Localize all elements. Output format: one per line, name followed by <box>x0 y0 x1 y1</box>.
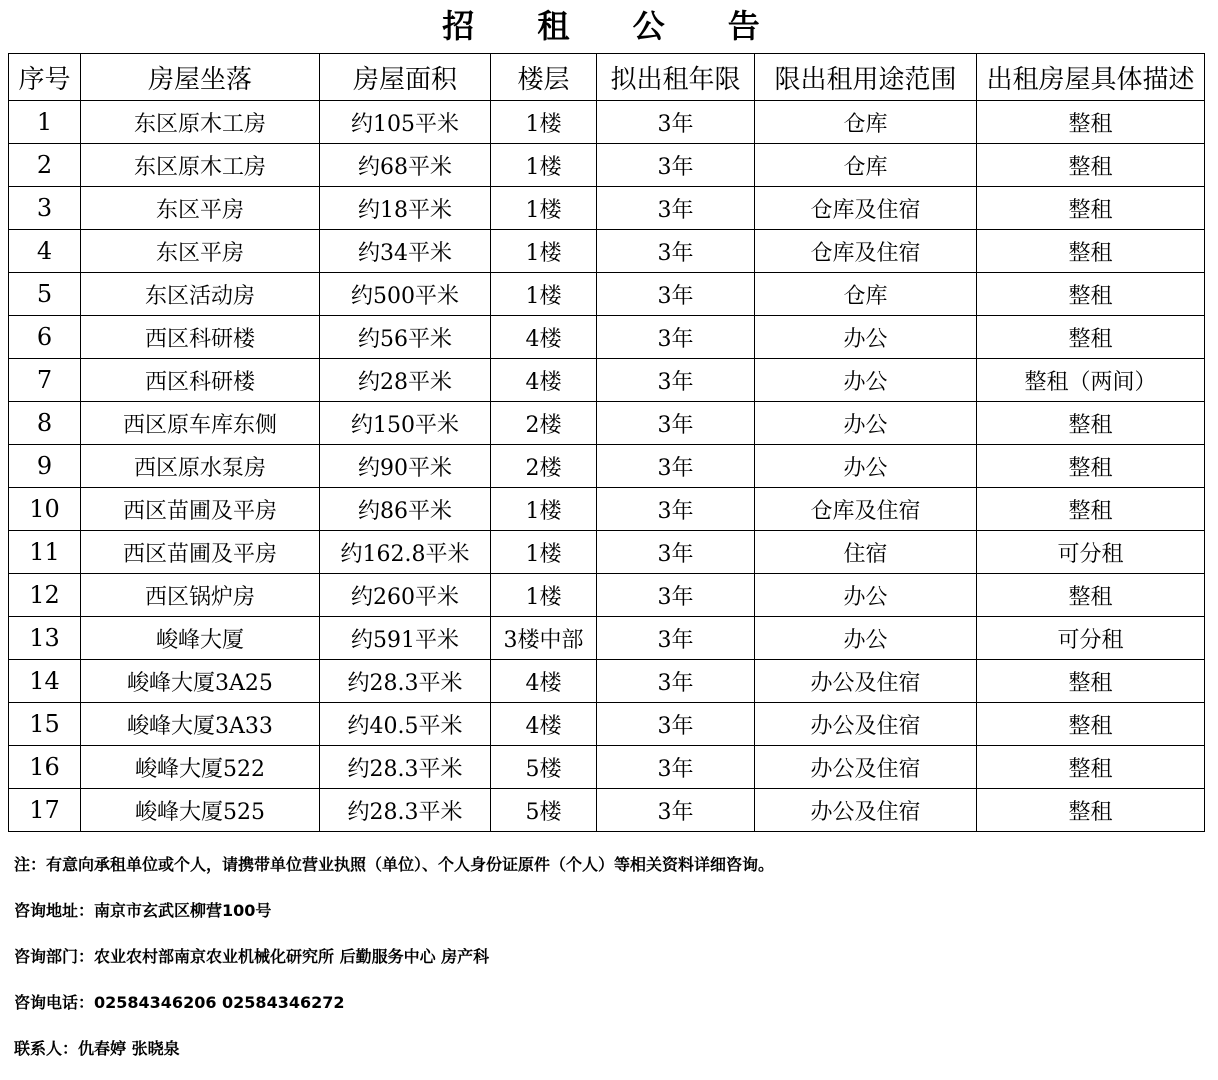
cell-index: 16 <box>9 746 81 789</box>
cell-area: 约162.8平米 <box>320 531 491 574</box>
cell-term: 3年 <box>597 187 755 230</box>
cell-usage: 办公及住宿 <box>755 703 977 746</box>
cell-location: 峻峰大厦525 <box>81 789 320 832</box>
cell-term: 3年 <box>597 488 755 531</box>
table-row <box>9 531 1205 574</box>
cell-index: 17 <box>9 789 81 832</box>
cell-description: 整租 <box>977 746 1205 789</box>
cell-term: 3年 <box>597 660 755 703</box>
cell-term: 3年 <box>597 703 755 746</box>
table-row <box>9 316 1205 359</box>
cell-area: 约591平米 <box>320 617 491 660</box>
cell-usage: 办公 <box>755 402 977 445</box>
contact-person: 联系人：仇春婷 张晓泉 <box>14 1039 180 1058</box>
table-row <box>9 402 1205 445</box>
cell-floor: 5楼 <box>491 746 597 789</box>
cell-usage: 办公 <box>755 359 977 402</box>
cell-index: 3 <box>9 187 81 230</box>
cell-description: 整租 <box>977 273 1205 316</box>
cell-floor: 4楼 <box>491 703 597 746</box>
cell-location: 西区科研楼 <box>81 316 320 359</box>
cell-index: 14 <box>9 660 81 703</box>
cell-term: 3年 <box>597 574 755 617</box>
cell-area: 约260平米 <box>320 574 491 617</box>
cell-usage: 仓库及住宿 <box>755 488 977 531</box>
cell-usage: 办公及住宿 <box>755 660 977 703</box>
rental-table <box>8 53 1205 832</box>
cell-term: 3年 <box>597 746 755 789</box>
cell-description: 整租 <box>977 316 1205 359</box>
cell-floor: 1楼 <box>491 144 597 187</box>
cell-usage: 办公 <box>755 445 977 488</box>
cell-usage: 仓库 <box>755 101 977 144</box>
cell-location: 峻峰大厦3A33 <box>81 703 320 746</box>
cell-location: 东区平房 <box>81 187 320 230</box>
cell-index: 9 <box>9 445 81 488</box>
header-area: 房屋面积 <box>320 54 491 101</box>
cell-usage: 办公及住宿 <box>755 789 977 832</box>
cell-index: 15 <box>9 703 81 746</box>
consult-department: 咨询部门：农业农村部南京农业机械化研究所 后勤服务中心 房产科 <box>14 947 490 966</box>
cell-term: 3年 <box>597 101 755 144</box>
table-row <box>9 144 1205 187</box>
table-row <box>9 789 1205 832</box>
cell-floor: 1楼 <box>491 187 597 230</box>
cell-description: 整租 <box>977 402 1205 445</box>
table-row <box>9 101 1205 144</box>
cell-area: 约28.3平米 <box>320 746 491 789</box>
cell-floor: 1楼 <box>491 574 597 617</box>
cell-location: 峻峰大厦 <box>81 617 320 660</box>
page-title: 招 租 公 告 <box>442 7 786 45</box>
notes-section <box>14 850 1204 1080</box>
header-location: 房屋坐落 <box>81 54 320 101</box>
table-row <box>9 488 1205 531</box>
cell-location: 峻峰大厦3A25 <box>81 660 320 703</box>
cell-usage: 仓库 <box>755 144 977 187</box>
table-row <box>9 359 1205 402</box>
table-body <box>9 101 1205 832</box>
cell-usage: 住宿 <box>755 531 977 574</box>
cell-index: 13 <box>9 617 81 660</box>
cell-floor: 2楼 <box>491 402 597 445</box>
table-row <box>9 445 1205 488</box>
cell-location: 西区锅炉房 <box>81 574 320 617</box>
table-row <box>9 703 1205 746</box>
cell-index: 7 <box>9 359 81 402</box>
cell-index: 10 <box>9 488 81 531</box>
cell-description: 可分租 <box>977 531 1205 574</box>
cell-location: 西区苗圃及平房 <box>81 531 320 574</box>
table-row <box>9 746 1205 789</box>
cell-area: 约68平米 <box>320 144 491 187</box>
cell-area: 约18平米 <box>320 187 491 230</box>
cell-floor: 4楼 <box>491 660 597 703</box>
cell-index: 1 <box>9 101 81 144</box>
cell-index: 12 <box>9 574 81 617</box>
cell-floor: 1楼 <box>491 101 597 144</box>
table-row <box>9 574 1205 617</box>
cell-description: 整租 <box>977 660 1205 703</box>
cell-term: 3年 <box>597 617 755 660</box>
header-index: 序号 <box>9 54 81 101</box>
cell-area: 约500平米 <box>320 273 491 316</box>
cell-description: 整租 <box>977 703 1205 746</box>
cell-description: 整租 <box>977 789 1205 832</box>
cell-location: 东区活动房 <box>81 273 320 316</box>
table-row <box>9 617 1205 660</box>
cell-usage: 办公 <box>755 574 977 617</box>
cell-index: 6 <box>9 316 81 359</box>
cell-index: 2 <box>9 144 81 187</box>
cell-location: 西区苗圃及平房 <box>81 488 320 531</box>
cell-usage: 办公及住宿 <box>755 746 977 789</box>
cell-area: 约34平米 <box>320 230 491 273</box>
consult-phone: 咨询电话：02584346206 02584346272 <box>14 993 345 1012</box>
cell-floor: 4楼 <box>491 316 597 359</box>
cell-term: 3年 <box>597 789 755 832</box>
cell-index: 11 <box>9 531 81 574</box>
cell-description: 整租 <box>977 144 1205 187</box>
table-header-row <box>9 54 1205 101</box>
header-floor: 楼层 <box>491 54 597 101</box>
cell-description: 整租 <box>977 101 1205 144</box>
cell-index: 4 <box>9 230 81 273</box>
table-row <box>9 230 1205 273</box>
cell-description: 可分租 <box>977 617 1205 660</box>
cell-location: 峻峰大厦522 <box>81 746 320 789</box>
cell-term: 3年 <box>597 359 755 402</box>
table-row <box>9 660 1205 703</box>
cell-location: 西区原车库东侧 <box>81 402 320 445</box>
cell-usage: 仓库及住宿 <box>755 187 977 230</box>
cell-term: 3年 <box>597 144 755 187</box>
cell-index: 8 <box>9 402 81 445</box>
cell-location: 东区平房 <box>81 230 320 273</box>
cell-description: 整租 <box>977 187 1205 230</box>
cell-floor: 2楼 <box>491 445 597 488</box>
cell-index: 5 <box>9 273 81 316</box>
cell-location: 西区科研楼 <box>81 359 320 402</box>
cell-usage: 办公 <box>755 316 977 359</box>
cell-area: 约40.5平米 <box>320 703 491 746</box>
cell-floor: 1楼 <box>491 488 597 531</box>
cell-floor: 1楼 <box>491 531 597 574</box>
cell-term: 3年 <box>597 230 755 273</box>
cell-area: 约28.3平米 <box>320 789 491 832</box>
cell-area: 约86平米 <box>320 488 491 531</box>
cell-term: 3年 <box>597 402 755 445</box>
cell-location: 东区原木工房 <box>81 144 320 187</box>
cell-usage: 仓库 <box>755 273 977 316</box>
header-description: 出租房屋具体描述 <box>977 54 1205 101</box>
cell-description: 整租（两间） <box>977 359 1205 402</box>
cell-area: 约90平米 <box>320 445 491 488</box>
cell-location: 西区原水泵房 <box>81 445 320 488</box>
cell-location: 东区原木工房 <box>81 101 320 144</box>
cell-floor: 4楼 <box>491 359 597 402</box>
cell-usage: 办公 <box>755 617 977 660</box>
cell-usage: 仓库及住宿 <box>755 230 977 273</box>
cell-term: 3年 <box>597 273 755 316</box>
cell-area: 约28.3平米 <box>320 660 491 703</box>
cell-description: 整租 <box>977 574 1205 617</box>
table-row <box>9 187 1205 230</box>
cell-floor: 3楼中部 <box>491 617 597 660</box>
cell-description: 整租 <box>977 445 1205 488</box>
cell-term: 3年 <box>597 531 755 574</box>
cell-term: 3年 <box>597 316 755 359</box>
header-usage: 限出租用途范围 <box>755 54 977 101</box>
cell-area: 约105平米 <box>320 101 491 144</box>
cell-floor: 5楼 <box>491 789 597 832</box>
cell-description: 整租 <box>977 488 1205 531</box>
consult-address: 咨询地址：南京市玄武区柳营100号 <box>14 901 272 920</box>
cell-floor: 1楼 <box>491 230 597 273</box>
table-row <box>9 273 1205 316</box>
cell-area: 约56平米 <box>320 316 491 359</box>
cell-floor: 1楼 <box>491 273 597 316</box>
cell-area: 约150平米 <box>320 402 491 445</box>
cell-description: 整租 <box>977 230 1205 273</box>
cell-area: 约28平米 <box>320 359 491 402</box>
header-term: 拟出租年限 <box>597 54 755 101</box>
note-text: 注：有意向承租单位或个人，请携带单位营业执照（单位）、个人身份证原件（个人）等相关资料详细咨询。 <box>14 855 775 874</box>
cell-term: 3年 <box>597 445 755 488</box>
